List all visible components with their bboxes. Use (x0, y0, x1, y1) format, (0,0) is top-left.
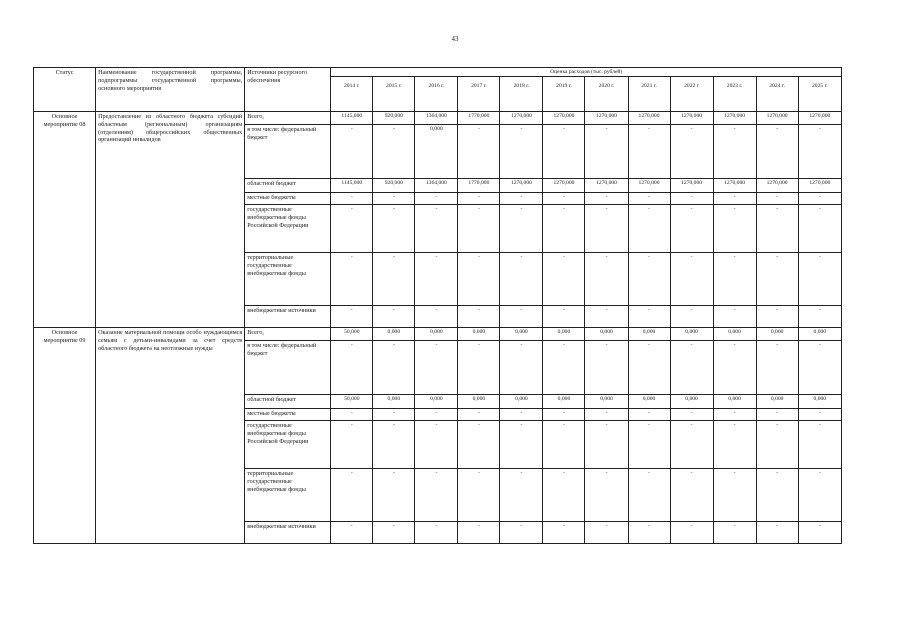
cell-value: - (458, 421, 500, 469)
header-year (628, 77, 670, 112)
cell-value: - (500, 341, 543, 395)
cell-value: - (331, 306, 373, 328)
cell-value: - (628, 341, 670, 395)
cell-value: - (713, 341, 756, 395)
row-status: Основное мероприятие 09 (34, 328, 96, 544)
cell-value: - (543, 522, 585, 544)
cell-value: - (331, 253, 373, 306)
cell-value: 1270,000 (628, 112, 670, 125)
row-funding-source: областной бюджет (245, 179, 331, 193)
cell-value: 1270,000 (543, 179, 585, 193)
cell-value: - (543, 409, 585, 421)
cell-value: - (415, 341, 458, 395)
cell-value: - (585, 522, 628, 544)
budget-table (33, 67, 842, 544)
header-year (458, 77, 500, 112)
cell-value: - (713, 125, 756, 179)
cell-value: 0,000 (756, 395, 798, 409)
cell-value: - (373, 409, 415, 421)
cell-value: - (415, 409, 458, 421)
cell-value: 1270,000 (798, 112, 841, 125)
cell-value: - (670, 125, 713, 179)
cell-value: 0,000 (585, 395, 628, 409)
cell-value: - (798, 421, 841, 469)
cell-value: 0,000 (628, 328, 670, 341)
cell-value: - (670, 193, 713, 205)
cell-value: 1270,000 (756, 179, 798, 193)
cell-value: - (756, 205, 798, 253)
cell-value: 1364,000 (415, 179, 458, 193)
cell-value: - (628, 125, 670, 179)
header-year (585, 77, 628, 112)
row-funding-source: государственные внебюджетные фонды Российской Федерации (245, 205, 331, 253)
cell-value: 0,000 (415, 328, 458, 341)
cell-value: 1770,000 (458, 179, 500, 193)
cell-value: - (628, 306, 670, 328)
cell-value: 1270,000 (585, 112, 628, 125)
cell-value: - (500, 469, 543, 522)
cell-value: 1770,000 (458, 112, 500, 125)
cell-value: - (331, 409, 373, 421)
cell-value: - (458, 205, 500, 253)
header-sources: Источники ресурсного обеспечения (245, 68, 331, 112)
cell-value: - (756, 253, 798, 306)
cell-value: - (628, 205, 670, 253)
row-funding-source: в том числе: федеральный бюджет (245, 125, 331, 179)
cell-value: - (628, 253, 670, 306)
header-row (34, 68, 842, 77)
cell-value: 1145,000 (331, 112, 373, 125)
cell-value: - (373, 421, 415, 469)
cell-value: 1270,000 (500, 112, 543, 125)
row-funding-source: Всего, (245, 328, 331, 341)
cell-value: - (543, 306, 585, 328)
row-funding-source: территориальные государственные внебюджетные фонды (245, 469, 331, 522)
cell-value: - (500, 125, 543, 179)
cell-value: - (628, 469, 670, 522)
header-year (415, 77, 458, 112)
cell-value: 50,000 (331, 395, 373, 409)
row-funding-source: внебюджетные источники (245, 306, 331, 328)
cell-value: - (373, 125, 415, 179)
cell-value: - (585, 421, 628, 469)
cell-value: 1270,000 (670, 112, 713, 125)
cell-value: - (331, 421, 373, 469)
cell-value: 0,000 (798, 328, 841, 341)
cell-value: 0,000 (543, 395, 585, 409)
header-year-label: 2020 г. (598, 83, 615, 89)
cell-value: - (670, 409, 713, 421)
cell-value: - (373, 469, 415, 522)
cell-value: 0,000 (373, 395, 415, 409)
cell-value: - (585, 341, 628, 395)
row-activity-name: Оказание материальной помощи особо нуждающимся семьям с детьми-инвалидами за счет средств областного бюджета на неотложные нужды (96, 328, 245, 544)
row-funding-source: государственные внебюджетные фонды Российской Федерации (245, 421, 331, 469)
cell-value: - (373, 306, 415, 328)
cell-value: 1145,000 (331, 179, 373, 193)
cell-value: - (713, 205, 756, 253)
cell-value: - (331, 205, 373, 253)
cell-value: - (798, 193, 841, 205)
cell-value: - (713, 409, 756, 421)
header-year (373, 77, 415, 112)
cell-value: - (628, 409, 670, 421)
cell-value: - (458, 522, 500, 544)
cell-value: - (798, 469, 841, 522)
cell-value: - (415, 253, 458, 306)
header-year (713, 77, 756, 112)
cell-value: - (756, 125, 798, 179)
cell-value: - (500, 306, 543, 328)
header-year-label: 2025 г. (811, 83, 828, 89)
cell-value: - (713, 421, 756, 469)
cell-value: - (458, 193, 500, 205)
row-funding-source: в том числе: федеральный бюджет (245, 341, 331, 395)
cell-value: - (713, 306, 756, 328)
cell-value: 0,000 (373, 328, 415, 341)
header-year-label: 2014 г. (343, 83, 360, 89)
cell-value: - (500, 205, 543, 253)
cell-value: - (458, 253, 500, 306)
cell-value: - (458, 306, 500, 328)
header-year-label: 2016 г. (428, 83, 445, 89)
cell-value: - (756, 193, 798, 205)
cell-value: - (543, 253, 585, 306)
cell-value: - (798, 253, 841, 306)
cell-value: 0,000 (670, 395, 713, 409)
cell-value: - (543, 125, 585, 179)
cell-value: - (543, 193, 585, 205)
row-funding-source: местные бюджеты (245, 409, 331, 421)
row-funding-source: Всего, (245, 112, 331, 125)
cell-value: - (415, 306, 458, 328)
cell-value: 1270,000 (756, 112, 798, 125)
header-year-label: 2024 г. (769, 83, 785, 89)
row-funding-source: территориальные государственные внебюджетные фонды (245, 253, 331, 306)
cell-value: 0,000 (415, 395, 458, 409)
cell-value: - (331, 469, 373, 522)
row-activity-name: Предоставление из областного бюджета субсидий областным (региональным) организациям (отделениям) общероссийских общественных организаций инвалидов (96, 112, 245, 328)
table-row (34, 328, 842, 341)
cell-value: 0,000 (458, 395, 500, 409)
cell-value: - (458, 409, 500, 421)
cell-value: - (500, 193, 543, 205)
cell-value: - (713, 193, 756, 205)
cell-value: - (500, 409, 543, 421)
cell-value: - (670, 205, 713, 253)
cell-value: - (458, 469, 500, 522)
header-year-label: 2021 г. (641, 83, 657, 89)
cell-value: - (458, 125, 500, 179)
cell-value: - (670, 469, 713, 522)
cell-value: 1270,000 (713, 179, 756, 193)
header-year (756, 77, 798, 112)
row-funding-source: областной бюджет (245, 395, 331, 409)
cell-value: - (670, 253, 713, 306)
cell-value: 1270,000 (713, 112, 756, 125)
cell-value: - (670, 341, 713, 395)
cell-value: - (585, 125, 628, 179)
header-year-label: 2018 г. (513, 83, 530, 89)
cell-value: - (628, 421, 670, 469)
header-status: Статус (34, 68, 96, 112)
cell-value: - (585, 306, 628, 328)
cell-value: 1270,000 (798, 179, 841, 193)
cell-value: - (798, 306, 841, 328)
cell-value: - (415, 193, 458, 205)
header-year (798, 77, 841, 112)
cell-value: 0,000 (500, 395, 543, 409)
table-row (34, 112, 842, 125)
cell-value: 0,000 (585, 328, 628, 341)
cell-value: 0,000 (756, 328, 798, 341)
table-body (34, 112, 842, 544)
cell-value: 0,000 (543, 328, 585, 341)
cell-value: 0,000 (713, 328, 756, 341)
cell-value: - (585, 253, 628, 306)
cell-value: - (756, 469, 798, 522)
cell-value: 0,000 (670, 328, 713, 341)
cell-value: - (713, 469, 756, 522)
header-year (543, 77, 585, 112)
cell-value: - (373, 341, 415, 395)
cell-value: - (458, 341, 500, 395)
cell-value: 1270,000 (670, 179, 713, 193)
cell-value: - (713, 522, 756, 544)
page-number: 43 (451, 35, 459, 43)
row-funding-source: внебюджетные источники (245, 522, 331, 544)
cell-value: - (373, 205, 415, 253)
header-year-label: 2022 г (684, 83, 699, 89)
cell-value: - (670, 306, 713, 328)
cell-value: - (373, 522, 415, 544)
cell-value: - (585, 205, 628, 253)
cell-value: 0,000 (628, 395, 670, 409)
header-year-label: 2017 г. (471, 83, 487, 89)
header-name: Наименование государственной программы, подпрограммы государственной программы, основного мероприятия (96, 68, 245, 112)
cell-value: - (670, 421, 713, 469)
cell-value: 0,000 (713, 395, 756, 409)
cell-value: - (713, 253, 756, 306)
row-status: Основное мероприятие 08 (34, 112, 96, 328)
header-year (670, 77, 713, 112)
cell-value: - (373, 253, 415, 306)
cell-value: 1270,000 (585, 179, 628, 193)
cell-value: - (756, 421, 798, 469)
cell-value: - (415, 205, 458, 253)
cell-value: - (543, 341, 585, 395)
cell-value: - (373, 193, 415, 205)
cell-value: - (331, 522, 373, 544)
row-funding-source: местные бюджеты (245, 193, 331, 205)
cell-value: - (500, 253, 543, 306)
cell-value: 1270,000 (628, 179, 670, 193)
cell-value: - (415, 469, 458, 522)
cell-value: - (798, 125, 841, 179)
header-year-label: 2015 г. (386, 83, 402, 89)
cell-value: 50,000 (331, 328, 373, 341)
cell-value: 0,000 (458, 328, 500, 341)
cell-value: 0,000 (798, 395, 841, 409)
cell-value: - (798, 341, 841, 395)
cell-value: - (585, 409, 628, 421)
cell-value: - (543, 421, 585, 469)
cell-value: - (543, 469, 585, 522)
cell-value: - (331, 341, 373, 395)
cell-value: 1364,000 (415, 112, 458, 125)
header-year (500, 77, 543, 112)
cell-value: - (756, 522, 798, 544)
cell-value: - (798, 205, 841, 253)
cell-value: 920,000 (373, 112, 415, 125)
header-year-label: 2019 г. (556, 83, 572, 89)
cell-value: 0,000 (415, 125, 458, 179)
cell-value: - (585, 469, 628, 522)
cell-value: - (628, 522, 670, 544)
cell-value: 0,000 (500, 328, 543, 341)
cell-value: - (756, 409, 798, 421)
cell-value: - (543, 205, 585, 253)
cell-value: 1270,000 (543, 112, 585, 125)
cell-value: - (628, 193, 670, 205)
header-year-label: 2023 г. (726, 83, 743, 89)
cell-value: - (500, 421, 543, 469)
cell-value: 920,000 (373, 179, 415, 193)
cell-value: - (756, 341, 798, 395)
cell-value: - (798, 522, 841, 544)
cell-value: - (415, 421, 458, 469)
header-estimate: Оценка расходов (тыс. рублей) (331, 68, 842, 77)
cell-value: - (331, 125, 373, 179)
cell-value: - (798, 409, 841, 421)
cell-value: - (756, 306, 798, 328)
cell-value: 1270,000 (500, 179, 543, 193)
cell-value: - (331, 193, 373, 205)
cell-value: - (500, 522, 543, 544)
cell-value: - (585, 193, 628, 205)
cell-value: - (415, 522, 458, 544)
cell-value: - (670, 522, 713, 544)
header-year (331, 77, 373, 112)
